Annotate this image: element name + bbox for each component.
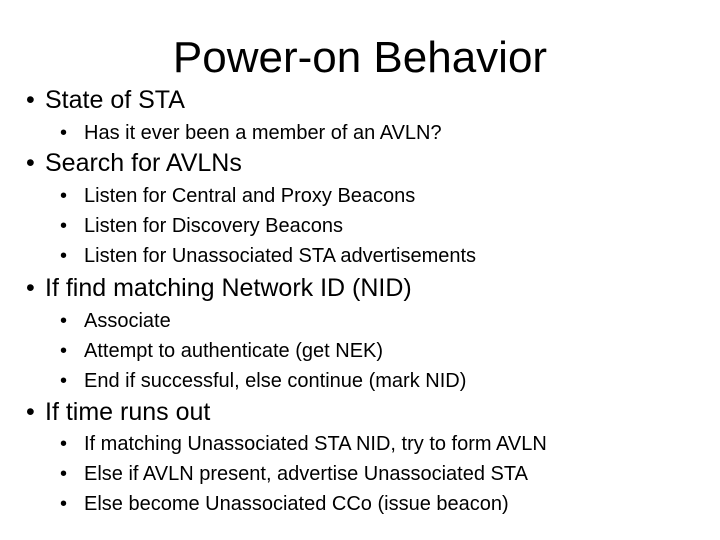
sub-bullet-text: Associate (84, 310, 171, 332)
bullet-marker: • (60, 493, 68, 515)
bullet-matching-nid (26, 273, 412, 303)
bullet-marker: • (60, 215, 68, 237)
sub-bullet-associate (60, 309, 171, 333)
sub-bullet-discovery-beacons (60, 214, 343, 238)
bullet-state-of-sta (26, 85, 185, 115)
sub-bullet-text: Else become Unassociated CCo (issue beacon) (84, 493, 509, 515)
bullet-marker: • (60, 463, 68, 485)
bullet-marker: • (26, 86, 35, 114)
bullet-marker: • (60, 433, 68, 455)
sub-bullet-end-if-successful (60, 369, 466, 393)
sub-bullet-advertise-sta (60, 462, 528, 486)
bullet-marker: • (60, 310, 68, 332)
bullet-marker: • (26, 274, 35, 302)
bullet-text: If find matching Network ID (NID) (45, 274, 412, 302)
sub-bullet-unassociated-sta-ads (60, 244, 476, 268)
bullet-search-for-avlns (26, 148, 242, 178)
bullet-marker: • (60, 370, 68, 392)
bullet-time-runs-out (26, 397, 210, 427)
bullet-text: Search for AVLNs (45, 149, 242, 177)
sub-bullet-text: Listen for Unassociated STA advertisements (84, 245, 477, 267)
sub-bullet-authenticate (60, 339, 383, 363)
sub-bullet-text: Listen for Discovery Beacons (84, 215, 344, 237)
sub-bullet-text: Else if AVLN present, advertise Unassociated STA (84, 463, 528, 485)
bullet-marker: • (26, 398, 35, 426)
bullet-text: If time runs out (45, 398, 211, 426)
bullet-text: State of STA (45, 86, 185, 114)
sub-bullet-form-avln (60, 432, 547, 456)
bullet-marker: • (60, 122, 68, 144)
sub-bullet-text: End if successful, else continue (mark NID) (84, 370, 467, 392)
sub-bullet-central-proxy-beacons (60, 184, 415, 208)
sub-bullet-member-of-avln (60, 121, 442, 145)
sub-bullet-text: If matching Unassociated STA NID, try to form AVLN (84, 433, 547, 455)
slide-title: Power-on Behavior (172, 33, 548, 82)
bullet-marker: • (60, 185, 68, 207)
sub-bullet-become-cco (60, 492, 509, 516)
bullet-marker: • (60, 340, 68, 362)
sub-bullet-text: Has it ever been a member of an AVLN? (84, 122, 442, 144)
bullet-marker: • (60, 245, 68, 267)
bullet-marker: • (26, 149, 35, 177)
sub-bullet-text: Listen for Central and Proxy Beacons (84, 185, 416, 207)
sub-bullet-text: Attempt to authenticate (get NEK) (84, 340, 384, 362)
